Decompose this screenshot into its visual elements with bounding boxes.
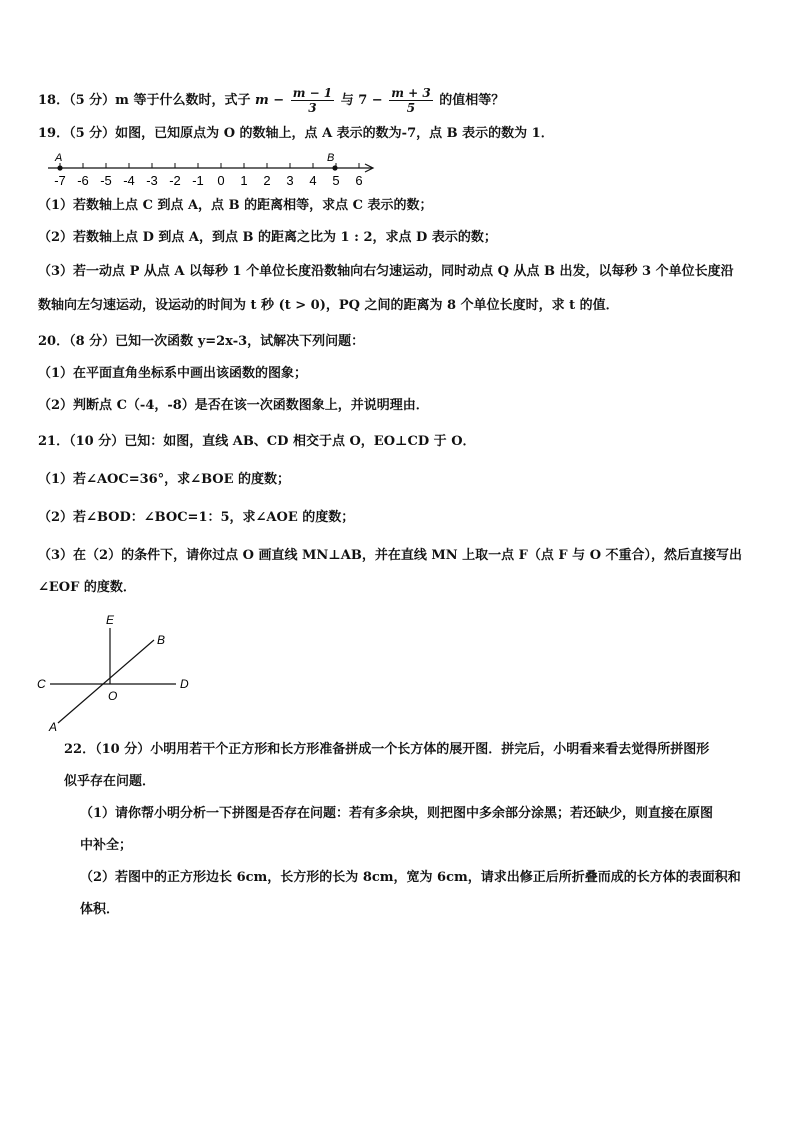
line-ab (58, 640, 154, 723)
q22-part1-line1: （1）请你帮小明分析一下拼图是否存在问题：若有多余块，则把图中多余部分涂黑；若还缺少，则直接在原图 (80, 806, 714, 821)
q18-frac2-denominator: 5 (406, 101, 416, 115)
q20-head: 20．（8 分）已知一次函数 y=2x-3，试解决下列问题： (38, 334, 365, 349)
number-line-tick-label: 6 (355, 173, 363, 188)
q21-part3-line1: （3）在（2）的条件下，请你过点 O 画直线 MN⊥AB，并在直线 MN 上取一点 F（点 F 与 O 不重合），然后直接写出 (38, 548, 743, 563)
q18-head: 18．（5 分）m 等于什么数时，式子 (38, 93, 251, 108)
number-line-tick-label: 4 (309, 173, 317, 188)
q22-part2-line1: （2）若图中的正方形边长 6cm，长方形的长为 8cm，宽为 6cm，请求出修正后所折叠而成的长方体的表面积和 (80, 870, 741, 885)
q18-frac2-numerator: m + 3 (391, 86, 431, 100)
point-b-dot (332, 165, 337, 170)
q21-head: 21．（10 分）已知：如图，直线 AB、CD 相交于点 O，EO⊥CD 于 O． (38, 434, 476, 449)
q18-frac1-numerator: m − 1 (292, 86, 333, 100)
q20-part1: （1）在平面直角坐标系中画出该函数的图象； (38, 366, 308, 381)
q22-part1-line2: 中补全； (80, 838, 133, 853)
q22-head-line2: 似乎存在问题． (64, 774, 156, 789)
point-a-label: A (55, 152, 63, 164)
q18-mid: 与 7 − (340, 93, 383, 108)
geometry-figure (30, 610, 210, 735)
number-line-tick-label: -6 (77, 173, 89, 188)
q18-expr1: m − (254, 93, 285, 108)
q21-part3-line2: ∠EOF 的度数． (38, 580, 136, 595)
label-o: O (108, 689, 118, 703)
point-b-label: B (327, 152, 335, 164)
number-line-tick-label: 5 (332, 173, 340, 188)
q19-part3-line1: （3）若一动点 P 从点 A 以每秒 1 个单位长度沿数轴向右匀速运动，同时动点 Q 从点 B 出发，以每秒 3 个单位长度沿 (38, 264, 734, 279)
number-line-tick-label: -7 (54, 173, 66, 188)
label-a: A (49, 720, 58, 734)
q18-tail: 的值相等？ (439, 93, 505, 108)
q18-line (38, 86, 504, 115)
q18-fraction-1 (291, 86, 334, 115)
point-a-dot (57, 165, 62, 170)
number-line-tick-label: 2 (263, 173, 271, 188)
q22-part2-line2: 体积． (80, 902, 120, 917)
label-e: E (106, 613, 115, 627)
number-line-tick-label: -5 (100, 173, 112, 188)
number-line-tick-label: 0 (217, 173, 225, 188)
q19-part3-line2: 数轴向左匀速运动，设运动的时间为 t 秒 (t > 0)，PQ 之间的距离为 8 个单位长度时，求 t 的值． (38, 298, 619, 313)
q19-head: 19．（5 分）如图，已知原点为 O 的数轴上，点 A 表示的数为-7，点 B 表示的数为 1． (38, 126, 554, 141)
label-b: B (157, 633, 166, 647)
q22-head-line1: 22．（10 分）小明用若干个正方形和长方形准备拼成一个长方体的展开图．拼完后，小明看来看去觉得所拼图形 (64, 742, 710, 757)
q21-part2: （2）若∠BOD：∠BOC=1：5，求∠AOE 的度数； (38, 510, 355, 525)
number-line-tick-label: -4 (123, 173, 135, 188)
number-line-tick-label: 3 (286, 173, 294, 188)
q20-part2: （2）判断点 C（-4，-8）是否在该一次函数图象上，并说明理由． (38, 398, 429, 413)
q18-frac1-denominator: 3 (308, 101, 317, 115)
number-line-ticks (54, 163, 362, 188)
label-c: C (37, 677, 46, 691)
number-line-tick-label: -1 (192, 173, 204, 188)
number-line-tick-label: -2 (169, 173, 181, 188)
number-line (38, 148, 388, 190)
q18-fraction-2 (389, 86, 432, 115)
label-d: D (180, 677, 189, 691)
q21-part1: （1）若∠AOC=36°，求∠BOE 的度数； (38, 472, 291, 487)
number-line-tick-label: -3 (146, 173, 158, 188)
number-line-tick-label: 1 (240, 173, 248, 188)
q19-part1: （1）若数轴上点 C 到点 A，点 B 的距离相等，求点 C 表示的数； (38, 198, 433, 213)
q19-part2: （2）若数轴上点 D 到点 A，到点 B 的距离之比为 1 : 2，求点 D 表示的数； (38, 230, 497, 245)
